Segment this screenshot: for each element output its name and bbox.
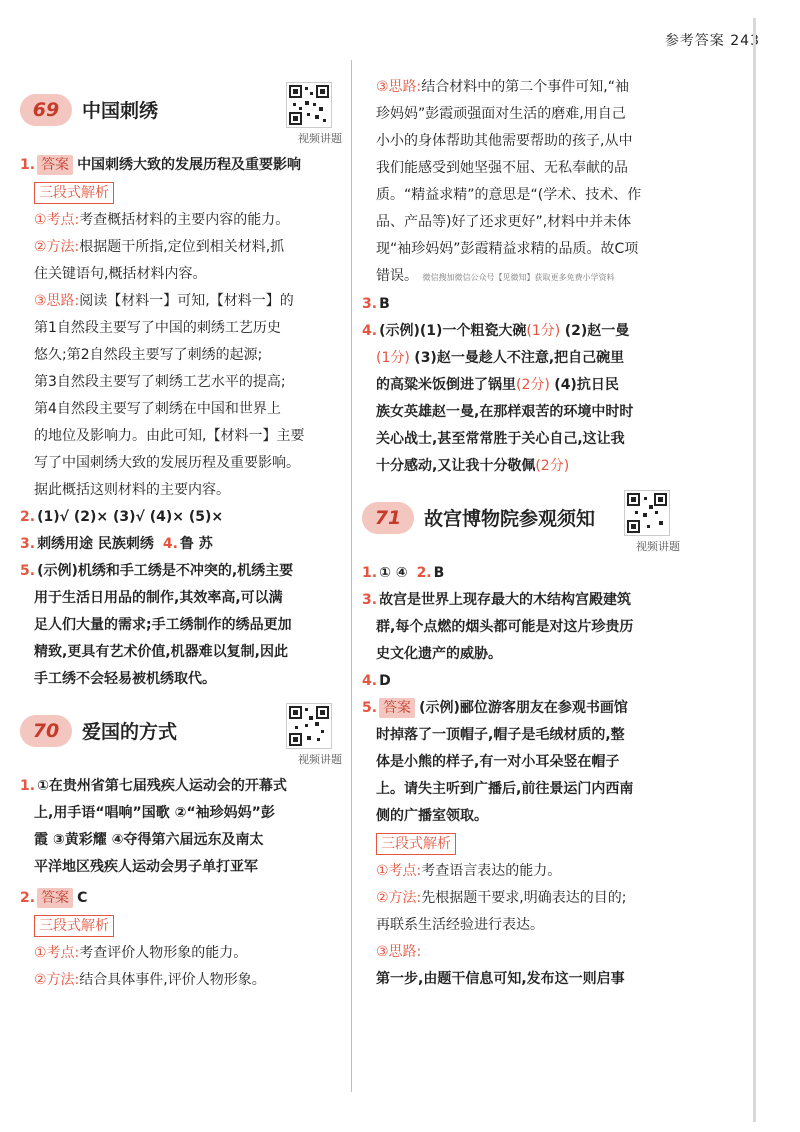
fangfa-line: [20, 234, 346, 261]
header-label: 参考答案: [664, 33, 725, 49]
kaodian-label: ①考点:: [34, 212, 80, 228]
score-label: (1分): [526, 323, 561, 339]
s71-q3-line: [362, 587, 684, 614]
answer-text: 体是小熊的样子,有一对小耳朵竖在帽子: [376, 754, 620, 770]
s71-q3-line: [362, 614, 684, 641]
answer-text: B: [433, 565, 445, 581]
question-number: 2.: [20, 509, 36, 525]
answer-text: B: [379, 296, 390, 312]
section-number-badge: 70: [20, 715, 72, 747]
answer-text: (4)抗日民: [554, 377, 619, 393]
kaodian-label: ①考点:: [376, 863, 422, 879]
s70-q1-line: [20, 854, 346, 881]
section-number-badge: 69: [20, 94, 72, 126]
section-title: 中国刺绣: [82, 100, 159, 122]
analysis-tag: 三段式解析: [376, 833, 456, 855]
page-number: 243: [730, 33, 760, 49]
q1-answer-line: [20, 152, 346, 179]
answer-text: (1)√ (2)× (3)√ (4)× (5)×: [37, 509, 224, 525]
answer-text: 族女英雄赵一曼,在那样艰苦的环境中时时: [376, 404, 634, 420]
fangfa-text: 根据题干所指,定位到相关材料,抓: [79, 239, 285, 255]
fangfa-line-2: 住关键语句,概括材料内容。: [34, 266, 207, 282]
question-number: 2.: [20, 890, 36, 906]
analysis-tag: 三段式解析: [34, 182, 114, 204]
q4-line: [362, 372, 684, 399]
section-69-header: [20, 82, 346, 152]
silu-line: [362, 966, 684, 993]
analysis-tag-line: [362, 830, 684, 858]
q4-line: [362, 453, 684, 480]
qr-code-icon[interactable]: [286, 703, 332, 749]
silu-line: 现“袖珍妈妈”彭霞精益求精的品质。故C项: [376, 241, 639, 257]
silu-text: 错误。: [376, 268, 418, 284]
s70-q2-line: [20, 885, 346, 912]
analysis-tag: 三段式解析: [34, 915, 114, 937]
answer-tag: 答案: [37, 155, 73, 175]
q2-line: [20, 504, 346, 531]
q4-line: [362, 426, 684, 453]
qr-code-icon[interactable]: [286, 82, 332, 128]
silu-label: ③思路:: [376, 79, 422, 95]
silu-line: 写了中国刺绣大致的发展历程及重要影响。: [34, 455, 300, 471]
question-number: 5.: [362, 700, 378, 716]
answer-text: 刺绣用途 民族刺绣: [37, 536, 154, 552]
answer-text: 足人们大量的需求;手工绣制作的绣品更加: [34, 617, 292, 633]
fangfa-text: 结合具体事件,评价人物形象。: [79, 972, 266, 988]
answer-text: 史文化遗产的威胁。: [376, 646, 502, 662]
silu-line: [20, 288, 346, 315]
section-title: 爱国的方式: [82, 721, 178, 743]
answer-text: 上,用手语“唱响”国歌 ②“袖珍妈妈”彭: [34, 805, 275, 821]
silu-line: 第1自然段主要写了中国的刺绣工艺历史: [34, 320, 281, 336]
s71-q4-line: [362, 668, 684, 695]
answer-text: (示例)机绣和手工绣是不冲突的,机绣主要: [37, 563, 294, 579]
score-label: (1分): [376, 350, 410, 366]
answer-text: 手工绣不会轻易被机绣取代。: [34, 671, 216, 687]
answer-text: 关心战士,甚至常常胜于关心自己,这让我: [376, 431, 625, 447]
q5-line: [20, 666, 346, 693]
fangfa-line-2: 再联系生活经验进行表达。: [376, 917, 544, 933]
silu-label: ③思路:: [34, 293, 80, 309]
silu-label: ③思路:: [376, 944, 422, 960]
question-number: 5.: [20, 563, 36, 579]
page-edge: [753, 18, 756, 1122]
q4-line: [362, 345, 684, 372]
answer-text: (2)赵一曼: [564, 323, 630, 339]
section-number-badge: 71: [362, 502, 414, 534]
silu-line: 小小的身体帮助其他需要帮助的孩子,从中: [376, 133, 633, 149]
answer-tag: 答案: [379, 698, 415, 718]
column-divider: [351, 60, 352, 1092]
q3-line: [20, 531, 346, 558]
kaodian-label: ①考点:: [34, 945, 80, 961]
silu-line: 品、产品等)好了还求更好”,材料中并未体: [376, 214, 632, 230]
qr-label: 视频讲题: [636, 540, 680, 553]
question-number: 4.: [162, 536, 178, 552]
answer-text: 时掉落了一顶帽子,帽子是毛绒材质的,整: [376, 727, 625, 743]
s71-q5-line: [362, 749, 684, 776]
answer-text: 的高粱米饭倒进了锅里: [376, 377, 516, 393]
answer-text: 用于生活日用品的制作,其效率高,可以满: [34, 590, 283, 606]
q4-line: [362, 399, 684, 426]
s70-q1-line: [20, 800, 346, 827]
s71-q5-line: [362, 695, 684, 722]
s71-q5-line: [362, 776, 684, 803]
silu-line: 的地位及影响力。由此可知,【材料一】主要: [34, 428, 305, 444]
analysis-tag-line: [20, 179, 346, 207]
question-number: 1.: [20, 157, 36, 173]
silu-text: 阅读【材料一】可知,【材料一】的: [79, 293, 294, 309]
silu-line: 据此概括这则材料的主要内容。: [34, 482, 230, 498]
question-number: 1.: [362, 565, 378, 581]
page-header: [665, 30, 760, 50]
answer-text: (示例)郦位游客朋友在参观书画馆: [419, 700, 628, 716]
s71-q3-line: [362, 641, 684, 668]
silu-line: [362, 939, 684, 966]
answer-text: 霞 ③黄彩耀 ④夺得第六届远东及南太: [34, 832, 264, 848]
s71-q5-line: [362, 722, 684, 749]
analysis-tag-line: [20, 912, 346, 940]
s71-q5-line: [362, 803, 684, 830]
silu-text: 结合材料中的第二个事件可知,“袖: [421, 79, 629, 95]
answer-text: 中国刺绣大致的发展历程及重要影响: [77, 157, 302, 173]
question-number: 3.: [362, 592, 378, 608]
question-number: 1.: [20, 778, 36, 794]
silu-line: 悠久;第2自然段主要写了刺绣的起源;: [34, 347, 263, 363]
fangfa-label: ②方法:: [34, 239, 80, 255]
answer-text: ① ④: [379, 565, 408, 581]
answer-text: 精致,更具有艺术价值,机器难以复制,因此: [34, 644, 288, 660]
q5-line: [20, 585, 346, 612]
s71-q1-line: [362, 560, 684, 587]
section-title: 故宫博物院参观须知: [424, 508, 596, 530]
silu-line: [362, 74, 684, 101]
answer-text: 侧的广播室领取。: [376, 808, 488, 824]
answer-text: 十分感动,又让我十分敬佩: [376, 458, 536, 474]
silu-line: 第4自然段主要写了刺绣在中国和世界上: [34, 401, 281, 417]
kaodian-text: 考查评价人物形象的能力。: [79, 945, 248, 961]
answer-text: (示例)(1)一个粗瓷大碗: [379, 323, 527, 339]
silu-line: 质。“精益求精”的意思是“(学术、技术、作: [376, 187, 642, 203]
answer-text: 平洋地区残疾人运动会男子单打亚军: [34, 859, 258, 875]
s70-q1-line: [20, 773, 346, 800]
answer-text: C: [77, 890, 88, 906]
answer-text: (3)赵一曼趁人不注意,把自己碗里: [414, 350, 625, 366]
silu-line: 我们能感受到她坚强不屈、无私奉献的品: [376, 160, 628, 176]
question-number: 3.: [20, 536, 36, 552]
q5-line: [20, 558, 346, 585]
left-column: [20, 82, 346, 1092]
small-note: 微信搜加微信公众号【见微知】获取更多免费小学资料: [422, 273, 615, 282]
answer-tag: 答案: [37, 888, 73, 908]
qr-code-icon[interactable]: [624, 490, 670, 536]
answer-text: 鲁 苏: [179, 536, 213, 552]
section-70-header: [20, 703, 346, 773]
right-column: [362, 74, 684, 1092]
q4-line: [362, 318, 684, 345]
silu-line: [362, 263, 684, 291]
fangfa-text: 先根据题干要求,明确表达的目的;: [421, 890, 627, 906]
section-71-header: [362, 490, 684, 560]
answer-text: 上。请失主听到广播后,前往景运门内西南: [376, 781, 634, 797]
kaodian-text: 考查概括材料的主要内容的能力。: [79, 212, 290, 228]
kaodian-line: [20, 940, 346, 967]
q5-line: [20, 612, 346, 639]
fangfa-line: [362, 885, 684, 912]
kaodian-text: 考查语言表达的能力。: [421, 863, 562, 879]
q3-line: [362, 291, 684, 318]
question-number: 2.: [416, 565, 432, 581]
answer-text: D: [379, 673, 391, 689]
silu-text: 第一步,由题干信息可知,发布这一则启事: [376, 971, 625, 987]
qr-label: 视频讲题: [298, 132, 342, 145]
answer-text: 故宫是世界上现存最大的木结构宫殿建筑: [379, 592, 632, 608]
score-label: (2分): [516, 377, 550, 393]
fangfa-label: ②方法:: [376, 890, 422, 906]
answer-text: ①在贵州省第七届残疾人运动会的开幕式: [37, 778, 287, 794]
answer-text: 群,每个点燃的烟头都可能是对这片珍贵历: [376, 619, 634, 635]
q5-line: [20, 639, 346, 666]
question-number: 4.: [362, 323, 378, 339]
silu-line: 第3自然段主要写了刺绣工艺水平的提高;: [34, 374, 286, 390]
fangfa-line: [20, 967, 346, 994]
question-number: 4.: [362, 673, 378, 689]
s70-q1-line: [20, 827, 346, 854]
kaodian-line: [20, 207, 346, 234]
qr-label: 视频讲题: [298, 753, 342, 766]
question-number: 3.: [362, 296, 378, 312]
silu-line: 珍妈妈”彭霞顽强面对生活的磨难,用自己: [376, 106, 626, 122]
score-label: (2分): [535, 458, 570, 474]
kaodian-line: [362, 858, 684, 885]
fangfa-label: ②方法:: [34, 972, 80, 988]
